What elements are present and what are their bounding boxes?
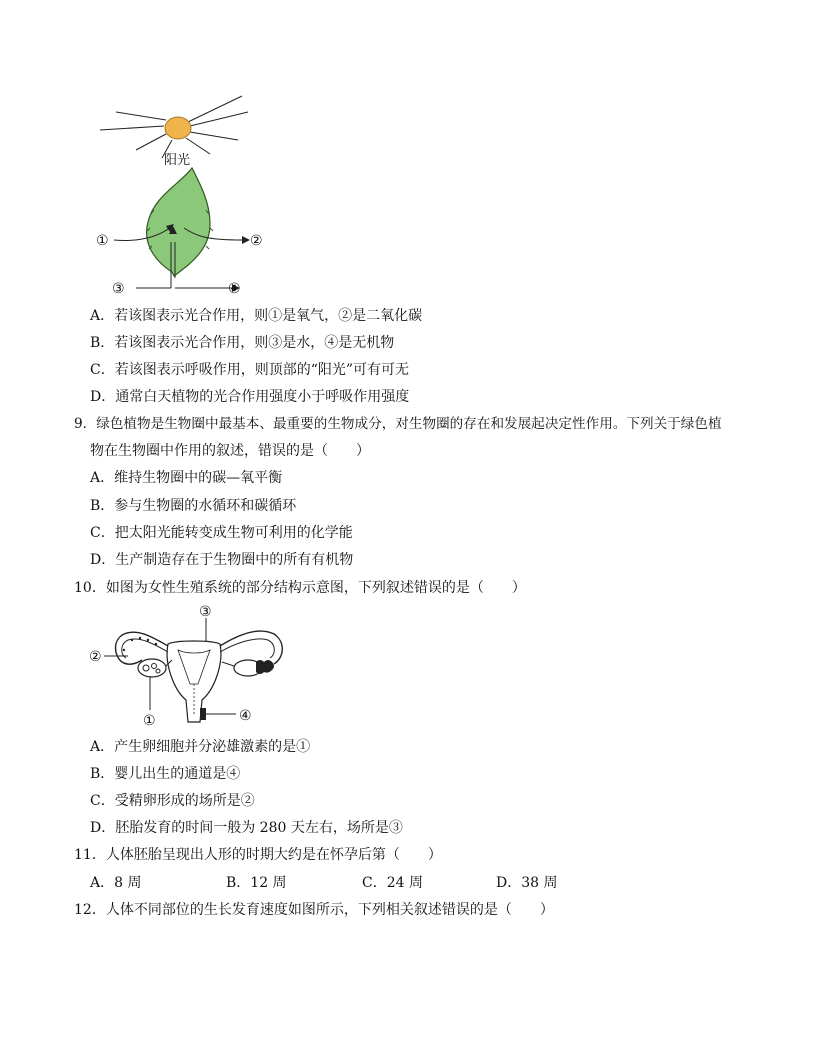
fig1-label-1: ① (96, 233, 109, 249)
q9-stem-line1: 9．绿色植物是生物圈中最基本、最重要的生物成分，对生物圈的存在和发展起决定性作用。下列关于绿色植 (74, 416, 722, 432)
fig1-label-3: ③ (112, 281, 125, 297)
leaf-photosynthesis-figure (92, 92, 272, 302)
q10-option-c: C．受精卵形成的场所是② (90, 793, 255, 809)
female-reproductive-system-figure (88, 604, 298, 730)
fig2-label-1: ① (143, 713, 156, 729)
q10-option-b: B．婴儿出生的通道是④ (90, 766, 241, 782)
q12-stem: 12．人体不同部位的生长发育速度如图所示，下列相关叙述错误的是（ ） (74, 902, 554, 918)
q11-option-b: B．12 周 (226, 875, 287, 891)
q9-option-d: D．生产制造存在于生物圈中的所有有机物 (90, 552, 354, 568)
fig2-label-2: ② (89, 649, 102, 665)
fig1-label-2: ② (250, 233, 263, 249)
q9-option-a: A．维持生物圈中的碳—氧平衡 (90, 470, 283, 486)
q8-option-d: D．通常白天植物的光合作用强度小于呼吸作用强度 (90, 389, 410, 405)
q11-option-c: C．24 周 (362, 875, 423, 891)
sun-icon (165, 117, 191, 139)
q10-option-a: A．产生卵细胞并分泌雄激素的是① (90, 739, 311, 755)
q11-option-a: A．8 周 (90, 875, 142, 891)
q8-option-b: B．若该图表示光合作用，则③是水，④是无机物 (90, 335, 395, 351)
q11-stem: 11．人体胚胎呈现出人形的时期大约是在怀孕后第（ ） (74, 847, 442, 863)
q10-option-d: D．胚胎发育的时间一般为 280 天左右，场所是③ (90, 820, 403, 836)
q11-option-d: D．38 周 (496, 875, 558, 891)
q8-option-a: A．若该图表示光合作用，则①是氧气，②是二氧化碳 (90, 308, 423, 324)
q9-option-b: B．参与生物圈的水循环和碳循环 (90, 498, 297, 514)
q9-stem-line2: 物在生物圈中作用的叙述，错误的是（ ） (90, 443, 370, 459)
fig2-label-4: ④ (239, 708, 252, 724)
leaf-icon (147, 168, 210, 276)
q9-option-c: C．把太阳光能转变成生物可利用的化学能 (90, 525, 353, 541)
fig1-label-4: ④ (228, 281, 241, 297)
q8-option-c: C．若该图表示呼吸作用，则顶部的“阳光”可有可无 (90, 362, 410, 378)
fig2-label-3: ③ (199, 604, 212, 620)
sun-label: 阳光 (164, 153, 191, 168)
q10-stem: 10．如图为女性生殖系统的部分结构示意图，下列叙述错误的是（ ） (74, 580, 526, 596)
